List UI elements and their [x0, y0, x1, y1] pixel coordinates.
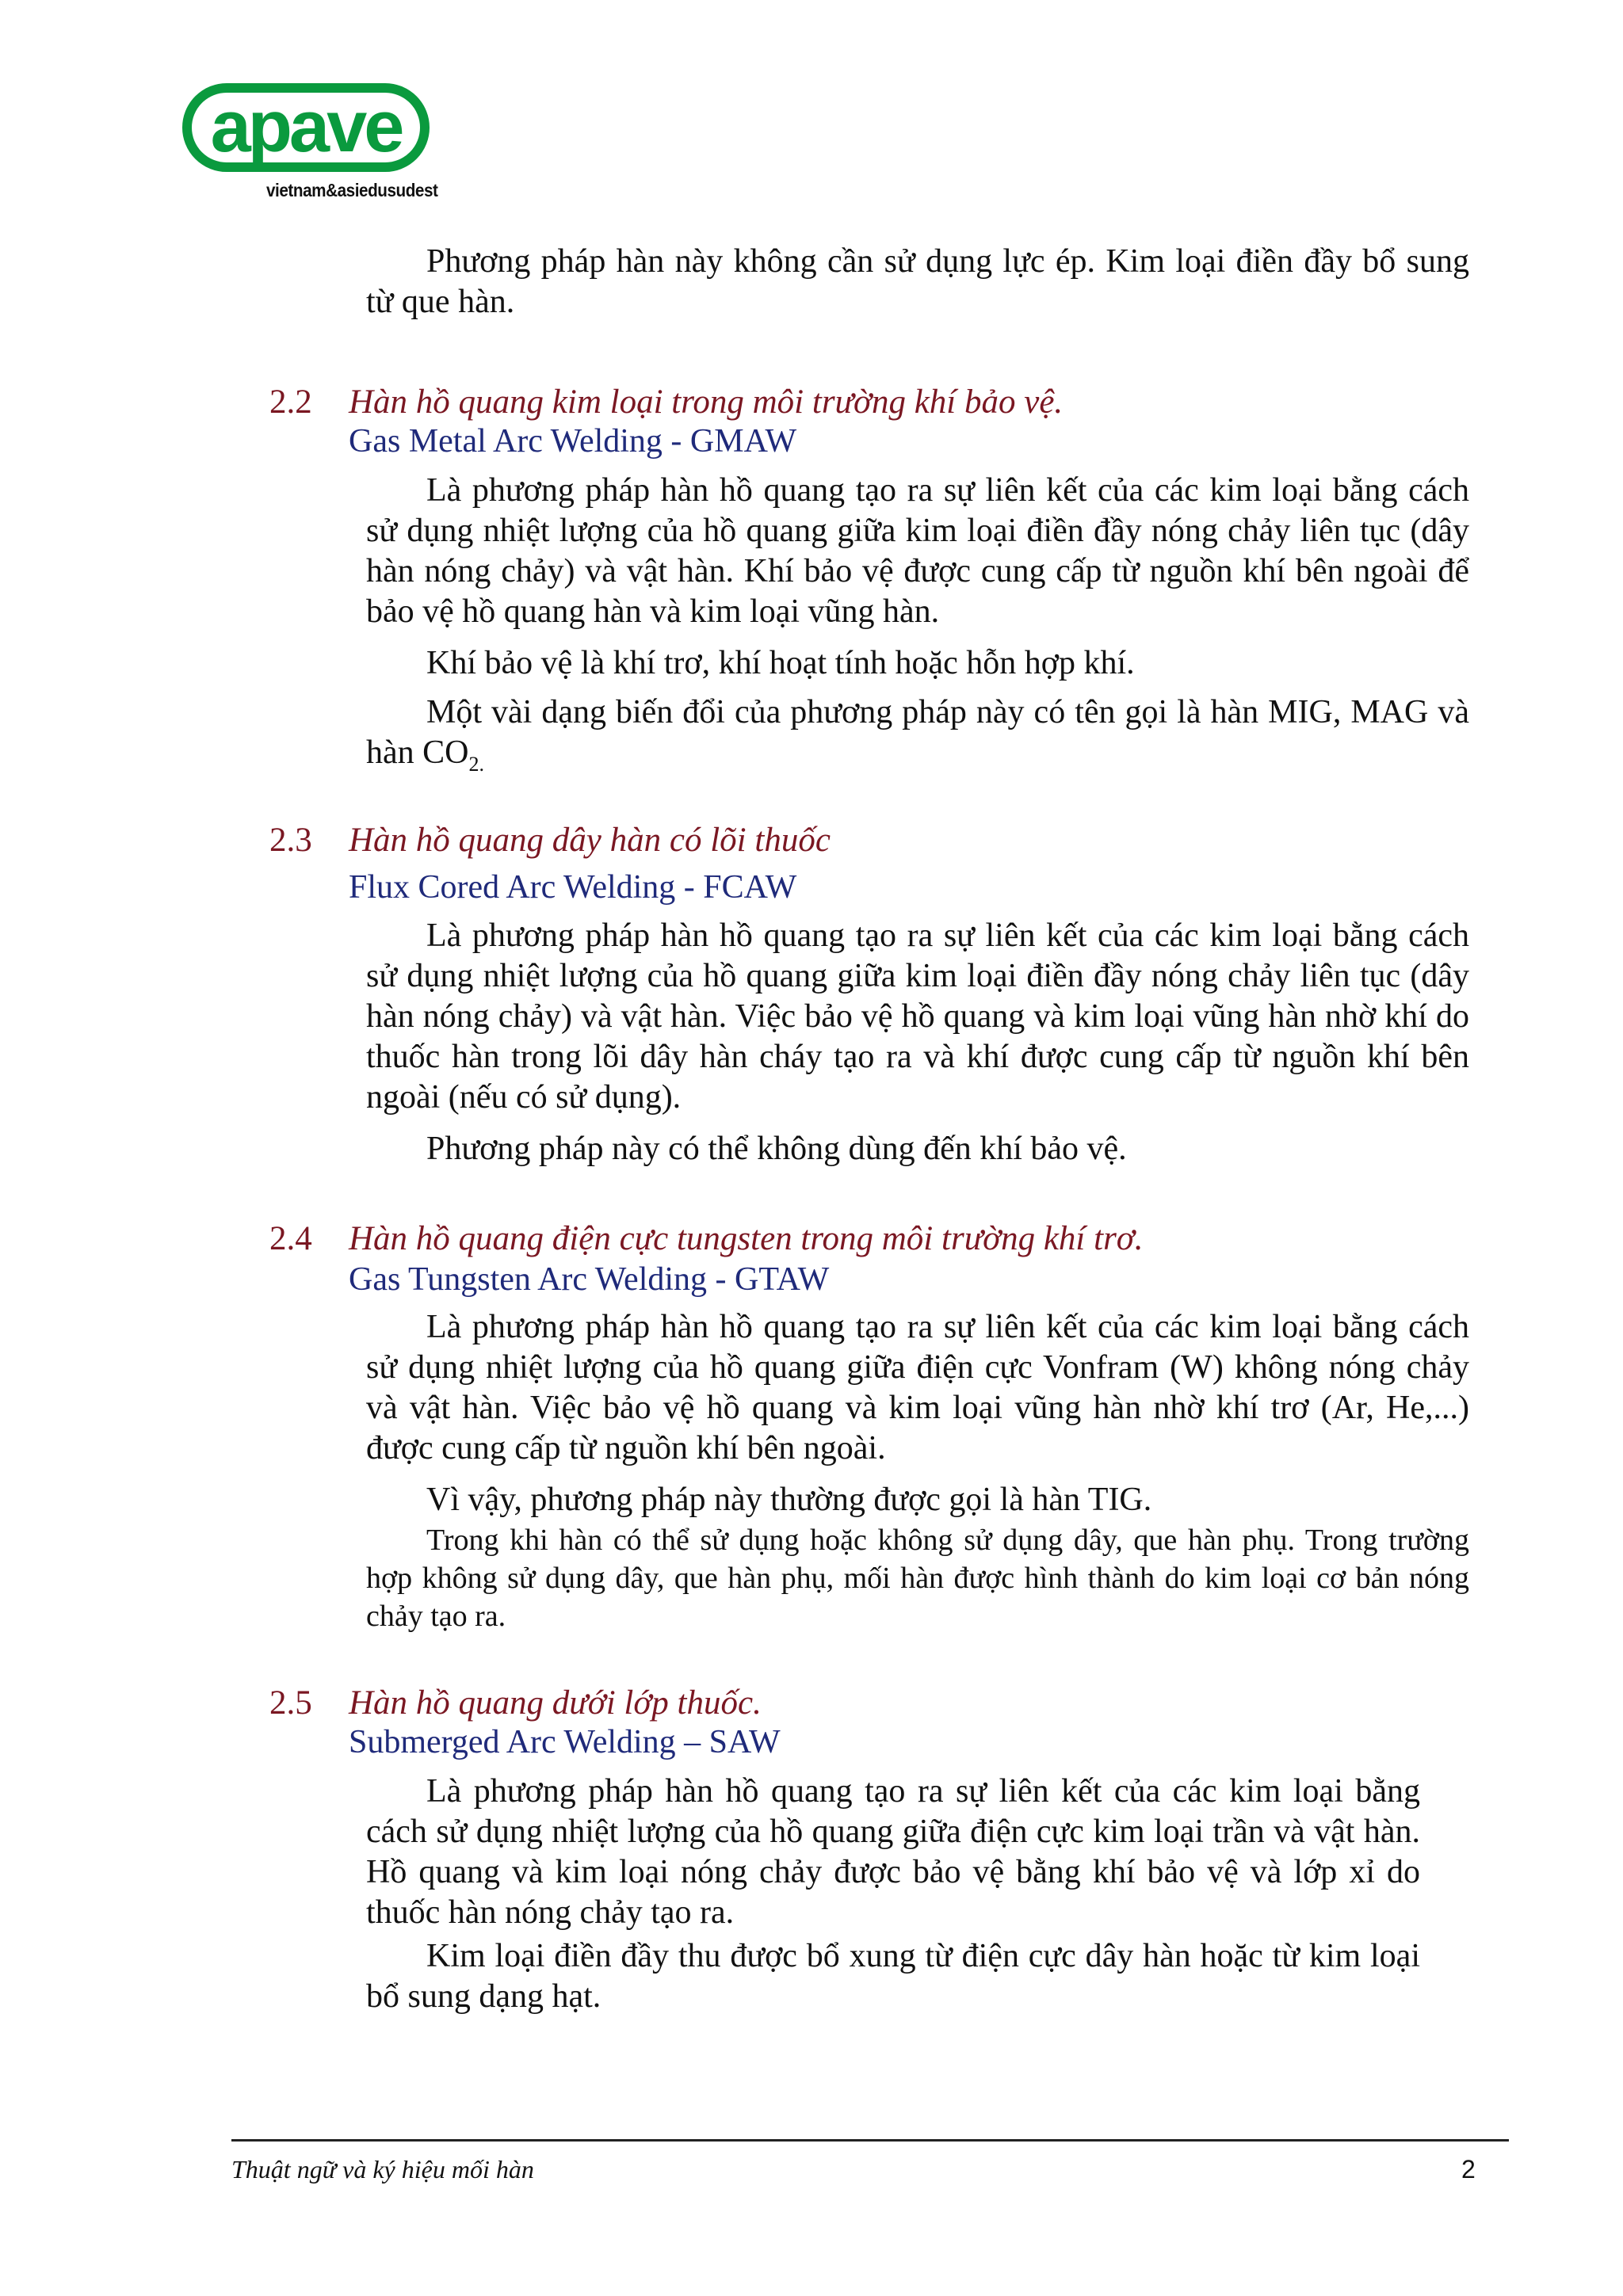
section-2-2-english-title: Gas Metal Arc Welding - GMAW [349, 423, 797, 460]
section-2-3-paragraph-1: Là phương pháp hàn hồ quang tạo ra sự liên kết của các kim loại bằng cách sử dụng nhiệt lượng của hồ quang giữa kim loại điền đầy nóng chảy liên tục (dây hàn nóng chảy) và vật hàn. Việc bảo vệ hồ quang và kim loại vũng hàn nhờ khí do thuốc hàn trong lõi dây hàn cháy tạo ra và khí được cung cấp từ nguồn khí bên ngoài (nếu có sử dụng). [366, 917, 1469, 1116]
section-title: Hàn hồ quang điện cực tungsten trong môi trường khí trơ. [349, 1220, 1144, 1257]
paragraph-text: Một vài dạng biến đổi của phương pháp này có tên gọi là hàn MIG, MAG và hàn CO [366, 694, 1469, 771]
apave-logo-mark [181, 83, 434, 178]
logo-wordmark: apave [210, 86, 402, 167]
section-2-5-english-title: Submerged Arc Welding – SAW [349, 1724, 781, 1760]
section-title: Hàn hồ quang dưới lớp thuốc. [349, 1684, 762, 1722]
section-2-4-paragraph-1: Là phương pháp hàn hồ quang tạo ra sự liên kết của các kim loại bằng cách sử dụng nhiệt lượng của hồ quang giữa điện cực Vonfram (W) không nóng chảy và vật hàn. Việc bảo vệ hồ quang và kim loại vũng hàn nhờ khí trơ (Ar, He,...) được cung cấp từ nguồn khí bên ngoài. [366, 1309, 1469, 1466]
section-2-5-heading [269, 1683, 762, 1724]
subscript: 2. [468, 753, 484, 776]
section-2-5-paragraph-1: Là phương pháp hàn hồ quang tạo ra sự liên kết của các kim loại bằng cách sử dụng nhiệt lượng của hồ quang giữa điện cực kim loại trần và vật hàn. Hồ quang và kim loại nóng chảy được bảo vệ bằng khí bảo vệ và lớp xỉ do thuốc hàn nóng chảy tạo ra. [366, 1773, 1420, 1931]
section-2-3-english-title: Flux Cored Arc Welding - FCAW [349, 869, 797, 906]
section-title: Hàn hồ quang kim loại trong môi trường khí bảo vệ. [349, 383, 1064, 421]
section-2-5-paragraph-2: Kim loại điền đầy thu được bổ xung từ điện cực dây hàn hoặc từ kim loại bổ sung dạng hạt. [366, 1938, 1420, 2015]
logo-tagline: vietnam&asiedusudest [266, 180, 438, 200]
section-2-4-english-title: Gas Tungsten Arc Welding - GTAW [349, 1261, 830, 1298]
footer-document-title: Thuật ngữ và ký hiệu mối hàn [231, 2155, 534, 2183]
apave-logo [181, 83, 438, 202]
section-2-3-paragraph-2: Phương pháp này có thể không dùng đến khí bảo vệ. [426, 1131, 1127, 1167]
section-2-2-paragraph-2: Khí bảo vệ là khí trơ, khí hoạt tính hoặc hỗn hợp khí. [426, 645, 1135, 681]
intro-paragraph: Phương pháp hàn này không cần sử dụng lực ép. Kim loại điền đầy bổ sung từ que hàn. [366, 243, 1469, 320]
section-2-4-paragraph-2: Vì vậy, phương pháp này thường được gọi là hàn TIG. [426, 1482, 1152, 1518]
section-number: 2.3 [269, 822, 312, 859]
section-title: Hàn hồ quang dây hàn có lõi thuốc [349, 822, 831, 859]
section-number: 2.5 [269, 1684, 312, 1722]
footer-divider [231, 2139, 1509, 2142]
section-number: 2.4 [269, 1220, 312, 1257]
section-2-4-paragraph-3: Trong khi hàn có thể sử dụng hoặc không sử dụng dây, que hàn phụ. Trong trường hợp không sử dụng dây, que hàn phụ, mối hàn được hình thành do kim loại cơ bản nóng chảy tạo ra. [366, 1524, 1469, 1633]
section-2-2-heading [269, 382, 1063, 423]
section-number: 2.2 [269, 383, 312, 421]
page-number: 2 [1461, 2155, 1476, 2183]
section-2-3-heading [269, 820, 831, 861]
section-2-2-paragraph-3 [366, 692, 1469, 784]
section-2-4-heading [269, 1219, 1144, 1260]
section-2-2-paragraph-1: Là phương pháp hàn hồ quang tạo ra sự liên kết của các kim loại bằng cách sử dụng nhiệt lượng của hồ quang giữa kim loại điền đầy nóng chảy liên tục (dây hàn nóng chảy) và vật hàn. Khí bảo vệ được cung cấp từ nguồn khí bên ngoài để bảo vệ hồ quang hàn và kim loại vũng hàn. [366, 472, 1469, 630]
